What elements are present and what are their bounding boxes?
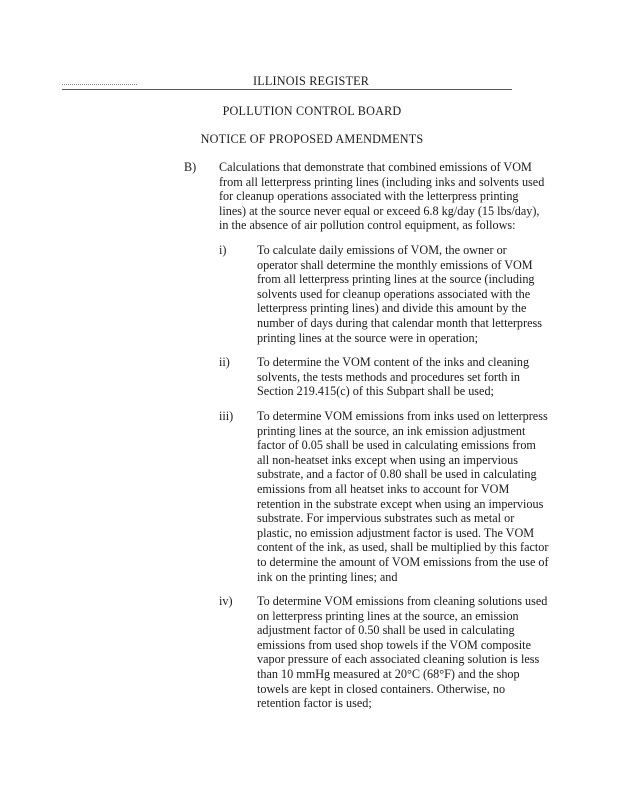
text-line: in the absence of air pollution control equipment, as follows: [219,218,516,233]
text-line: solvents used for cleanup operations associated with the [257,286,531,301]
text-line: To calculate daily emissions of VOM, the owner or [257,243,507,257]
text-line: substrate, and a factor of 0.80 shall be used in calculating [257,467,537,482]
text-line: from all letterpress printing lines at the source (including [257,272,535,287]
text-line: lines) at the source never equal or exceed 6.8 kg/day (15 lbs/day), [219,203,540,218]
text-line: all non-heatset inks except when using an impervious [257,452,518,467]
text-line: ink on the printing lines; and [257,569,398,584]
text-line: printing lines at the source were in operation; [257,330,478,345]
text-line: retention in the substrate except when using an impervious [257,496,544,511]
text-line: solvents, the tests methods and procedures set forth in [257,369,520,384]
item-i-label: i) [219,243,227,257]
text-line: letterpress printing lines) and divide this amount by the [257,301,527,316]
item-ii-text [257,355,547,399]
text-line: printing lines at the source, an ink emission adjustment [257,423,526,438]
text-line: from all letterpress printing lines (including inks and solvents used [219,174,545,189]
text-line: number of days during that calendar month that letterpress [257,315,542,330]
notice-title: NOTICE OF PROPOSED AMENDMENTS [200,132,424,146]
board-title: POLLUTION CONTROL BOARD [222,104,402,118]
text-line: emissions from used shop towels if the VOM composite [257,637,531,652]
item-iv-label: iv) [219,594,233,608]
text-line: vapor pressure of each associated cleaning solution is less [257,652,540,667]
item-iv-text [257,594,547,711]
text-line: To determine the VOM content of the inks and cleaning [257,355,530,369]
text-line: towels are kept in closed containers. Otherwise, no [257,681,506,696]
text-line: operator shall determine the monthly emissions of VOM [257,257,533,272]
text-line: content of the ink, as used, shall be multiplied by this factor [257,540,549,555]
text-line: To determine VOM emissions from inks used on letterpress [257,409,548,423]
text-line: to determine the amount of VOM emissions from the use of [257,554,549,569]
text-line: adjustment factor of 0.50 shall be used in calculating [257,623,515,638]
register-title: ILLINOIS REGISTER [252,74,370,88]
text-line: plastic, no emission adjustment factor is used. The VOM [257,525,535,540]
text-line: To determine VOM emissions from cleaning solutions used [257,594,548,608]
text-line: for cleanup operations associated with the letterpress printing [219,189,519,204]
item-i-text [257,243,547,345]
item-iii-text [257,409,547,584]
header-rule [62,89,512,90]
text-line: on letterpress printing lines at the source, an emission [257,608,519,623]
item-ii-label: ii) [219,355,230,369]
item-iii-label: iii) [219,409,234,423]
text-line: than 10 mmHg measured at 20°C (68°F) and the shop [257,666,520,681]
section-b-text [219,160,549,233]
text-line: Section 219.415(c) of this Subpart shall be used; [257,384,494,399]
text-line: factor of 0.05 shall be used in calculating emissions from [257,438,536,453]
text-line: substrate. For impervious substrates such as metal or [257,511,515,526]
section-b-label: B) [184,160,197,174]
text-line: Calculations that demonstrate that combined emissions of VOM [219,160,532,174]
text-line: emissions from all heatset inks to account for VOM [257,481,510,496]
text-line: retention factor is used; [257,696,372,711]
